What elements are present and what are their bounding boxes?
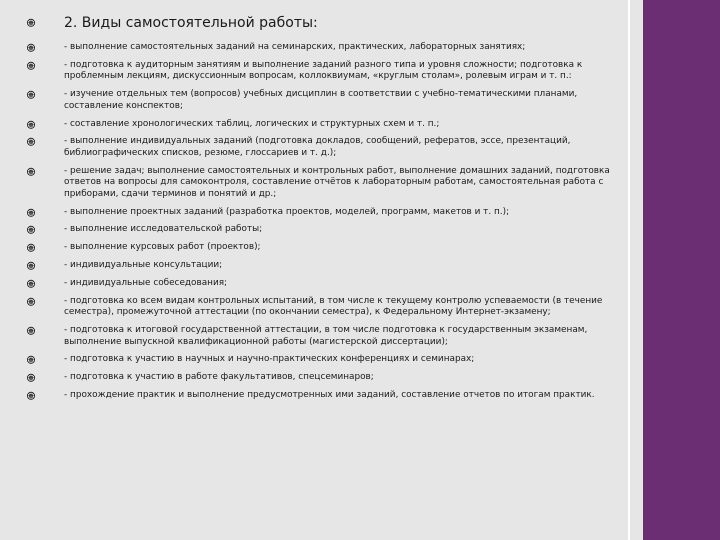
- slide-content: [26, 14, 622, 408]
- list-item-text: - составление хронологических таблиц, логических и структурных схем и т. п.;: [64, 118, 440, 129]
- list-item-text: - выполнение курсовых работ (проектов);: [64, 242, 261, 253]
- flower-bullet-icon: [26, 42, 36, 54]
- list-item-text: - подготовка к итоговой государственной аттестации, в том числе подготовка к государственным экзаменам, выполнение выпускной квалификационной работы (магистерской диссертации);: [64, 324, 588, 347]
- list-item: [26, 89, 622, 112]
- flower-bullet-icon: [26, 354, 36, 366]
- flower-bullet-icon: [26, 296, 36, 308]
- list-item: [26, 42, 622, 54]
- flower-bullet-icon: [26, 60, 36, 72]
- list-item-text: - прохождение практик и выполнение предусмотренных ими заданий, составление отчетов по итогам практик.: [64, 389, 595, 400]
- list-item-text: - индивидуальные консультации;: [64, 260, 223, 270]
- list-item: [26, 136, 622, 159]
- list-item: [26, 242, 622, 254]
- list-item-text: - изучение отдельных тем (вопросов) учебных дисциплин в соответствии с учебно-тематическими планами, составление конспектов;: [64, 89, 578, 111]
- list-item-text: - решение задач; выполнение самостоятельных и контрольных работ, выполнение домашних заданий, подготовка ответов на вопросы для самоконтроля, составление отчётов к лабораторным работам, самостоятельная работа с приборами, сдачи терминов и понятий и др.;: [64, 165, 610, 199]
- decorative-side-panel: [643, 0, 720, 540]
- list-item: [26, 278, 622, 290]
- flower-bullet-icon: [26, 17, 36, 29]
- slide-heading: 2. Виды самостоятельной работы:: [64, 15, 318, 31]
- list-item: [26, 119, 622, 131]
- flower-bullet-icon: [26, 325, 36, 337]
- list-item: [26, 354, 622, 366]
- list-item-text: - подготовка к участию в работе факультативов, спецсеминаров;: [64, 372, 374, 383]
- flower-bullet-icon: [26, 207, 36, 219]
- list-item-text: - выполнение исследовательской работы;: [64, 224, 263, 235]
- flower-bullet-icon: [26, 119, 36, 131]
- list-item-text: - выполнение проектных заданий (разработка проектов, моделей, программ, макетов и т. п.);: [64, 206, 510, 217]
- list-item: [26, 390, 622, 402]
- flower-bullet-icon: [26, 166, 36, 178]
- list-item: [26, 207, 622, 219]
- list-item-text: - подготовка ко всем видам контрольных испытаний, в том числе к текущему контролю успеваемости (в течение семестра), промежуточной аттестации (по окончании семестра), к Федеральному Интернет-экзамену;: [64, 295, 603, 318]
- flower-bullet-icon: [26, 260, 36, 272]
- list-item-text: - индивидуальные собеседования;: [64, 277, 228, 288]
- flower-bullet-icon: [26, 242, 36, 254]
- side-divider-line: [628, 0, 630, 540]
- list-item-text: - выполнение индивидуальных заданий (подготовка докладов, сообщений, рефератов, эссе, презентаций, библиографических списков, резюме, глоссариев и т. д.);: [64, 136, 571, 158]
- list-item: [26, 60, 622, 83]
- list-item-text: - подготовка к аудиторным занятиям и выполнение заданий разного типа и уровня сложности; подготовка к проблемным лекциям, дискуссионным вопросам, коллоквиумам, «круглым столам», ролевым играм и т. п.:: [64, 59, 583, 82]
- flower-bullet-icon: [26, 136, 36, 148]
- flower-bullet-icon: [26, 372, 36, 384]
- list-item-text: - подготовка к участию в научных и научно-практических конференциях и семинарах;: [64, 354, 475, 365]
- list-item: [26, 325, 622, 348]
- flower-bullet-icon: [26, 89, 36, 101]
- list-item: [26, 296, 622, 319]
- flower-bullet-icon: [26, 224, 36, 236]
- list-item: [26, 260, 622, 272]
- list-item-text: - выполнение самостоятельных заданий на семинарских, практических, лабораторных занятиях;: [64, 42, 526, 52]
- slide-heading-row: [26, 14, 622, 32]
- list-item: [26, 166, 622, 201]
- list-item: [26, 372, 622, 384]
- flower-bullet-icon: [26, 390, 36, 402]
- flower-bullet-icon: [26, 278, 36, 290]
- list-item: [26, 224, 622, 236]
